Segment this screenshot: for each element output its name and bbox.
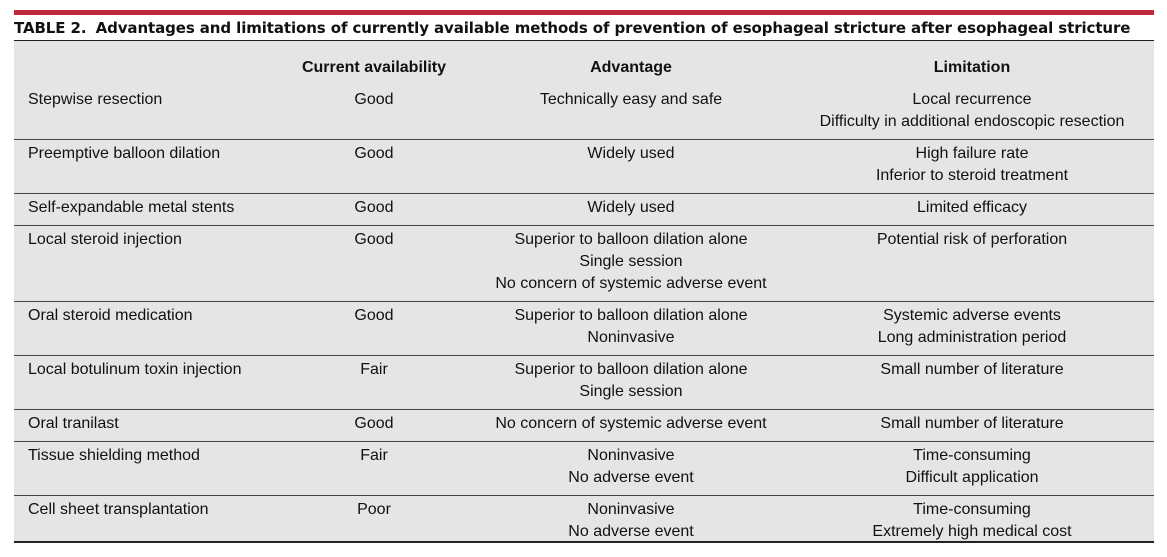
limitation-cell xyxy=(790,302,1154,356)
advantage-cell xyxy=(472,140,790,194)
table-row xyxy=(14,410,1154,442)
advantage-line: Superior to balloon dilation alone xyxy=(514,307,748,324)
advantage-cell xyxy=(472,226,790,302)
advantage-line: Superior to balloon dilation alone xyxy=(514,361,748,378)
method-name-cell: Oral tranilast xyxy=(14,410,276,442)
limitation-line: Time-consuming xyxy=(913,447,1031,464)
method-name-cell: Preemptive balloon dilation xyxy=(14,140,276,194)
limitation-cell xyxy=(790,410,1154,442)
advantage-line: Widely used xyxy=(587,145,675,162)
limitation-cell xyxy=(790,194,1154,226)
advantage-cell xyxy=(472,85,790,140)
advantage-line: Single session xyxy=(579,383,683,400)
advantage-cell xyxy=(472,194,790,226)
table-row xyxy=(14,302,1154,356)
advantage-cell xyxy=(472,356,790,410)
advantage-line: Noninvasive xyxy=(587,501,675,518)
caption-top-rule xyxy=(14,10,1154,15)
limitation-line: Limited efficacy xyxy=(917,199,1027,216)
advantage-line: Noninvasive xyxy=(587,447,675,464)
method-name-cell: Self-expandable metal stents xyxy=(14,194,276,226)
advantage-line: No adverse event xyxy=(568,469,694,486)
limitation-cell xyxy=(790,85,1154,140)
limitation-line: Small number of literature xyxy=(880,361,1064,378)
caption-label: TABLE 2. xyxy=(14,19,87,37)
availability-cell: Fair xyxy=(276,356,472,410)
table-row xyxy=(14,442,1154,496)
limitation-line: Difficult application xyxy=(905,469,1039,486)
limitation-line: Local recurrence xyxy=(912,91,1032,108)
advantage-line: Single session xyxy=(579,253,683,270)
header-limitation: Limitation xyxy=(933,59,1011,76)
advantage-line: Technically easy and safe xyxy=(539,91,723,108)
limitation-cell xyxy=(790,356,1154,410)
advantage-cell xyxy=(472,302,790,356)
availability-cell: Fair xyxy=(276,442,472,496)
header-row xyxy=(14,51,1154,85)
header-advantage: Advantage xyxy=(590,59,672,76)
availability-cell: Good xyxy=(276,302,472,356)
method-name-cell: Local steroid injection xyxy=(14,226,276,302)
advantage-line: Superior to balloon dilation alone xyxy=(514,231,748,248)
limitation-line: Systemic adverse events xyxy=(883,307,1061,324)
method-name-cell: Cell sheet transplantation xyxy=(28,501,209,518)
method-name-cell: Local botulinum toxin injection xyxy=(14,356,276,410)
limitation-line: Time-consuming xyxy=(913,501,1031,518)
limitation-cell xyxy=(790,140,1154,194)
caption-text: Advantages and limitations of currently available methods of prevention of esophageal stricture after esophageal stricture xyxy=(95,19,1131,37)
limitation-line: Extremely high medical cost xyxy=(872,523,1072,540)
availability-cell: Good xyxy=(276,410,472,442)
limitation-line: Inferior to steroid treatment xyxy=(875,167,1069,184)
limitation-line: Difficulty in additional endoscopic resection xyxy=(819,113,1125,130)
limitation-line: High failure rate xyxy=(915,145,1029,162)
limitation-line: Potential risk of perforation xyxy=(876,231,1068,248)
availability-cell: Poor xyxy=(357,501,391,518)
availability-cell: Good xyxy=(276,226,472,302)
table-caption xyxy=(14,17,1154,39)
table-row xyxy=(14,226,1154,302)
advantage-line: Widely used xyxy=(587,199,675,216)
availability-cell: Good xyxy=(276,194,472,226)
table-row xyxy=(14,356,1154,410)
advantage-line: No concern of systemic adverse event xyxy=(495,415,767,432)
table-body xyxy=(14,85,1154,549)
table-row xyxy=(14,140,1154,194)
method-name-cell: Stepwise resection xyxy=(14,85,276,140)
limitation-cell xyxy=(790,226,1154,302)
table-row xyxy=(14,194,1154,226)
advantage-line: No adverse event xyxy=(568,523,694,540)
advantage-line: No concern of systemic adverse event xyxy=(495,275,767,292)
availability-cell: Good xyxy=(276,85,472,140)
method-name-cell: Tissue shielding method xyxy=(14,442,276,496)
advantage-line: Noninvasive xyxy=(587,329,675,346)
limitation-cell xyxy=(790,442,1154,496)
availability-cell: Good xyxy=(276,140,472,194)
limitation-line: Small number of literature xyxy=(880,415,1064,432)
header-method xyxy=(14,51,276,85)
limitation-line: Long administration period xyxy=(877,329,1067,346)
methods-table xyxy=(14,51,1154,549)
table-row xyxy=(14,85,1154,140)
table-bottom-rule xyxy=(14,541,1154,543)
advantage-cell xyxy=(472,442,790,496)
advantage-cell xyxy=(472,410,790,442)
method-name-cell: Oral steroid medication xyxy=(14,302,276,356)
header-availability: Current availability xyxy=(301,59,447,76)
